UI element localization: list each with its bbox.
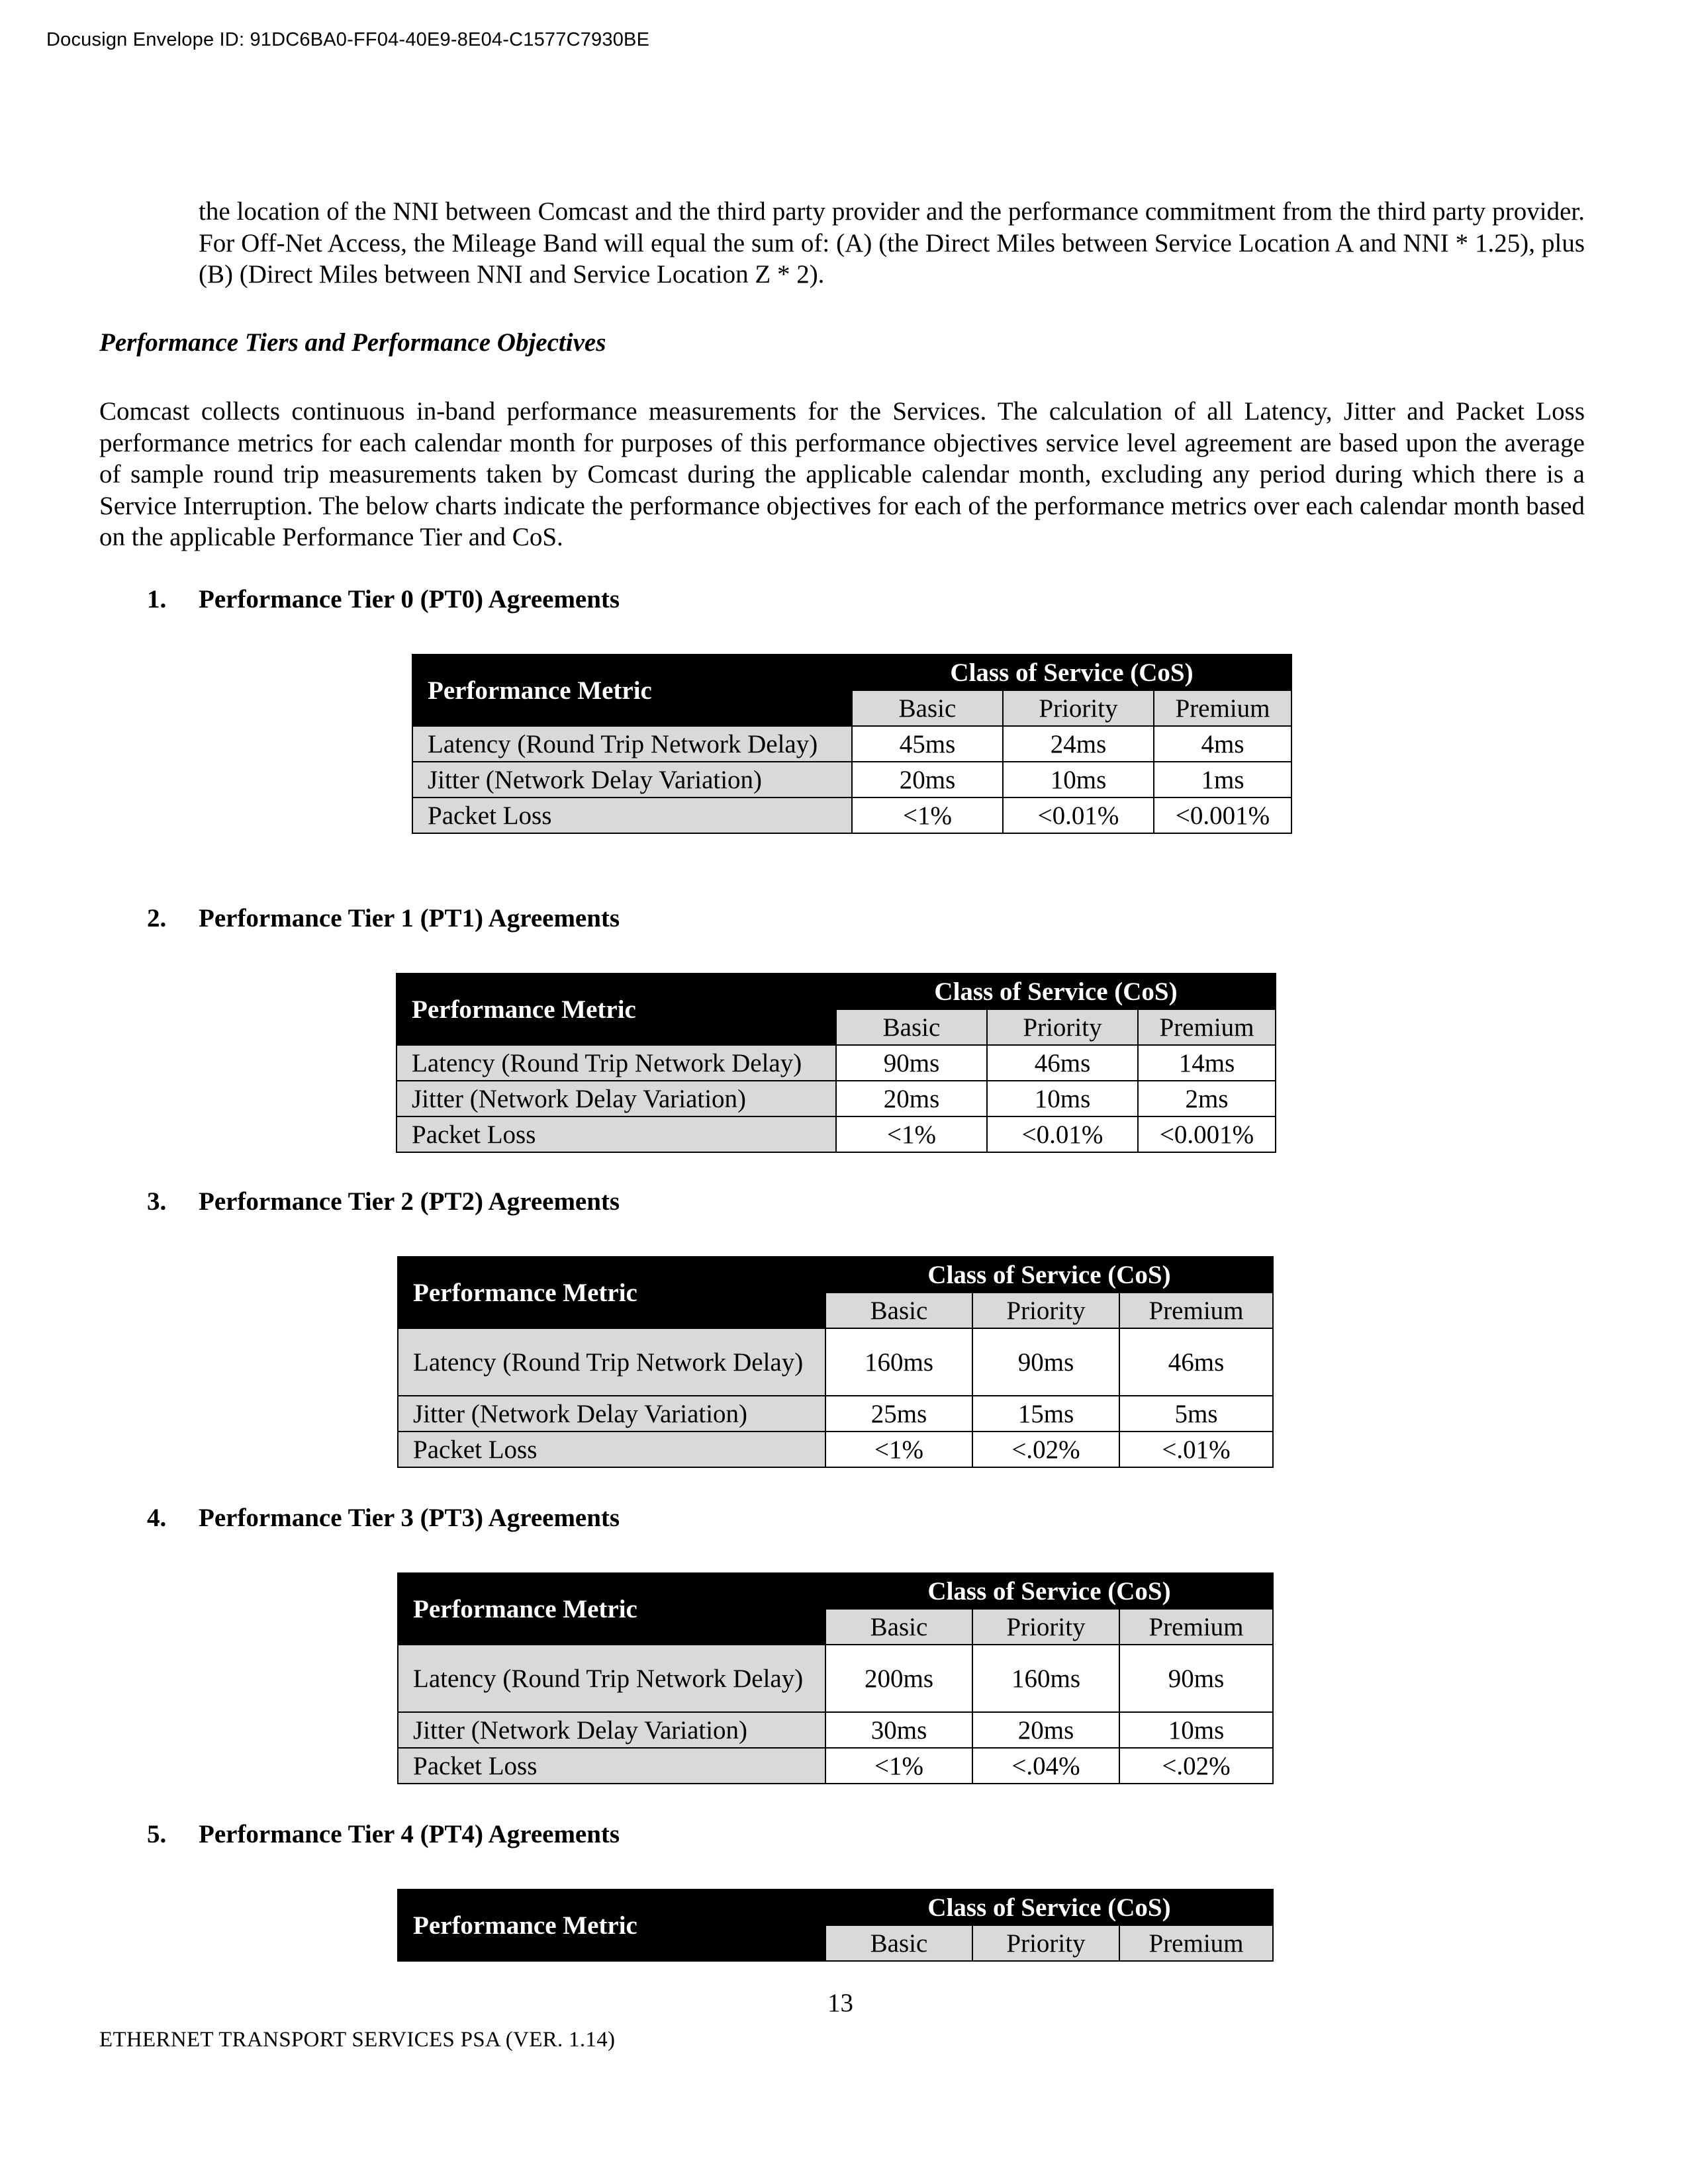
table-row xyxy=(397,1045,1276,1081)
cos-premium-header: Premium xyxy=(1138,1009,1276,1045)
cos-column-header: Class of Service (CoS) xyxy=(852,655,1291,690)
cos-priority-header: Priority xyxy=(1003,690,1154,726)
value-cell: <0.001% xyxy=(1138,1116,1276,1152)
cos-basic-header: Basic xyxy=(852,690,1003,726)
value-cell: <1% xyxy=(825,1432,972,1467)
value-cell: <0.01% xyxy=(987,1116,1138,1152)
tier-heading-pt1 xyxy=(147,903,620,933)
value-cell: 1ms xyxy=(1154,762,1291,797)
metric-label: Latency (Round Trip Network Delay) xyxy=(398,1328,825,1396)
table-row xyxy=(398,1432,1273,1467)
value-cell: 10ms xyxy=(987,1081,1138,1116)
value-cell: 20ms xyxy=(836,1081,987,1116)
metric-label: Packet Loss xyxy=(412,797,852,833)
cos-priority-header: Priority xyxy=(987,1009,1138,1045)
value-cell: 90ms xyxy=(836,1045,987,1081)
performance-table-pt0 xyxy=(412,654,1292,834)
metric-column-header: Performance Metric xyxy=(398,1257,825,1328)
value-cell: <.04% xyxy=(972,1748,1119,1784)
cos-basic-header: Basic xyxy=(825,1609,972,1645)
metric-column-header: Performance Metric xyxy=(412,655,852,726)
metric-label: Latency (Round Trip Network Delay) xyxy=(397,1045,836,1081)
value-cell: 20ms xyxy=(852,762,1003,797)
value-cell: <1% xyxy=(836,1116,987,1152)
metric-label: Jitter (Network Delay Variation) xyxy=(397,1081,836,1116)
value-cell: 46ms xyxy=(1119,1328,1273,1396)
value-cell: <0.001% xyxy=(1154,797,1291,833)
metric-label: Packet Loss xyxy=(398,1748,825,1784)
cos-priority-header: Priority xyxy=(972,1293,1119,1328)
metric-label: Jitter (Network Delay Variation) xyxy=(398,1712,825,1748)
tier-number: 1. xyxy=(147,585,167,614)
value-cell: 160ms xyxy=(825,1328,972,1396)
metric-label: Latency (Round Trip Network Delay) xyxy=(398,1645,825,1712)
table-row xyxy=(412,726,1291,762)
metric-label: Packet Loss xyxy=(398,1432,825,1467)
cos-basic-header: Basic xyxy=(825,1925,972,1961)
table-row xyxy=(398,1712,1273,1748)
tier-heading-pt0 xyxy=(147,584,620,614)
metric-label: Jitter (Network Delay Variation) xyxy=(398,1396,825,1432)
page-number: 13 xyxy=(827,1989,853,2017)
table-row xyxy=(398,1748,1273,1784)
cos-premium-header: Premium xyxy=(1119,1609,1273,1645)
tier-title: Performance Tier 4 (PT4) Agreements xyxy=(199,1820,620,1848)
tier-heading-pt4 xyxy=(147,1819,620,1849)
performance-table-pt4 xyxy=(397,1889,1274,1962)
value-cell: <1% xyxy=(825,1748,972,1784)
value-cell: 10ms xyxy=(1119,1712,1273,1748)
metric-column-header: Performance Metric xyxy=(397,974,836,1045)
section-heading: Performance Tiers and Performance Objectives xyxy=(99,328,606,357)
cos-column-header: Class of Service (CoS) xyxy=(825,1257,1273,1293)
metric-column-header: Performance Metric xyxy=(398,1573,825,1645)
tier-title: Performance Tier 0 (PT0) Agreements xyxy=(199,585,620,614)
table-row xyxy=(397,1081,1276,1116)
value-cell: 30ms xyxy=(825,1712,972,1748)
value-cell: <.01% xyxy=(1119,1432,1273,1467)
cos-premium-header: Premium xyxy=(1154,690,1291,726)
cos-column-header: Class of Service (CoS) xyxy=(836,974,1276,1009)
tier-title: Performance Tier 2 (PT2) Agreements xyxy=(199,1187,620,1216)
value-cell: 14ms xyxy=(1138,1045,1276,1081)
value-cell: <.02% xyxy=(972,1432,1119,1467)
value-cell: 20ms xyxy=(972,1712,1119,1748)
table-row xyxy=(412,762,1291,797)
value-cell: 4ms xyxy=(1154,726,1291,762)
value-cell: <.02% xyxy=(1119,1748,1273,1784)
table-row xyxy=(398,1328,1273,1396)
document-footer: ETHERNET TRANSPORT SERVICES PSA (VER. 1.14) xyxy=(99,2028,616,2052)
value-cell: 24ms xyxy=(1003,726,1154,762)
cos-priority-header: Priority xyxy=(972,1925,1119,1961)
value-cell: 2ms xyxy=(1138,1081,1276,1116)
docusign-envelope-id: Docusign Envelope ID: 91DC6BA0-FF04-40E9-8E04-C1577C7930BE xyxy=(46,29,650,50)
value-cell: <0.01% xyxy=(1003,797,1154,833)
table-row xyxy=(397,1116,1276,1152)
value-cell: 90ms xyxy=(1119,1645,1273,1712)
metric-label: Latency (Round Trip Network Delay) xyxy=(412,726,852,762)
metric-label: Packet Loss xyxy=(397,1116,836,1152)
cos-column-header: Class of Service (CoS) xyxy=(825,1573,1273,1609)
value-cell: 45ms xyxy=(852,726,1003,762)
metric-column-header: Performance Metric xyxy=(398,1889,825,1961)
tier-heading-pt3 xyxy=(147,1503,620,1533)
table-row xyxy=(398,1645,1273,1712)
tier-title: Performance Tier 1 (PT1) Agreements xyxy=(199,904,620,933)
cos-column-header: Class of Service (CoS) xyxy=(825,1889,1273,1925)
value-cell: 200ms xyxy=(825,1645,972,1712)
value-cell: 25ms xyxy=(825,1396,972,1432)
table-row xyxy=(398,1396,1273,1432)
tier-number: 3. xyxy=(147,1187,167,1216)
cos-basic-header: Basic xyxy=(825,1293,972,1328)
continued-paragraph: the location of the NNI between Comcast and the third party provider and the performance commitment from the third party provider. For Off-Net Access, the Mileage Band will equal the sum of: (A) (the Direct Miles between Service Location A and NNI * 1.25), plus (B) (Direct Miles between NNI and Service Location Z * 2). xyxy=(199,197,1585,289)
tier-heading-pt2 xyxy=(147,1187,620,1216)
table-row xyxy=(412,797,1291,833)
tier-number: 5. xyxy=(147,1820,167,1848)
metric-label: Jitter (Network Delay Variation) xyxy=(412,762,852,797)
value-cell: 5ms xyxy=(1119,1396,1273,1432)
performance-table-pt1 xyxy=(396,973,1276,1153)
section-paragraph: Comcast collects continuous in-band performance measurements for the Services. The calculation of all Latency, Jitter and Packet Loss performance metrics for each calendar month for purposes of this performance objectives service level agreement are based upon the average of sample round trip measurements taken by Comcast during the applicable calendar month, excluding any period during which there is a Service Interruption. The below charts indicate the performance objectives for each of the performance metrics over each calendar month based on the applicable Performance Tier and CoS. xyxy=(99,397,1585,551)
cos-premium-header: Premium xyxy=(1119,1293,1273,1328)
value-cell: 15ms xyxy=(972,1396,1119,1432)
cos-basic-header: Basic xyxy=(836,1009,987,1045)
tier-number: 2. xyxy=(147,904,167,933)
value-cell: 46ms xyxy=(987,1045,1138,1081)
cos-priority-header: Priority xyxy=(972,1609,1119,1645)
value-cell: 160ms xyxy=(972,1645,1119,1712)
performance-table-pt3 xyxy=(397,1572,1274,1784)
tier-number: 4. xyxy=(147,1504,167,1532)
value-cell: <1% xyxy=(852,797,1003,833)
value-cell: 10ms xyxy=(1003,762,1154,797)
tier-title: Performance Tier 3 (PT3) Agreements xyxy=(199,1504,620,1532)
performance-table-pt2 xyxy=(397,1256,1274,1468)
cos-premium-header: Premium xyxy=(1119,1925,1273,1961)
value-cell: 90ms xyxy=(972,1328,1119,1396)
